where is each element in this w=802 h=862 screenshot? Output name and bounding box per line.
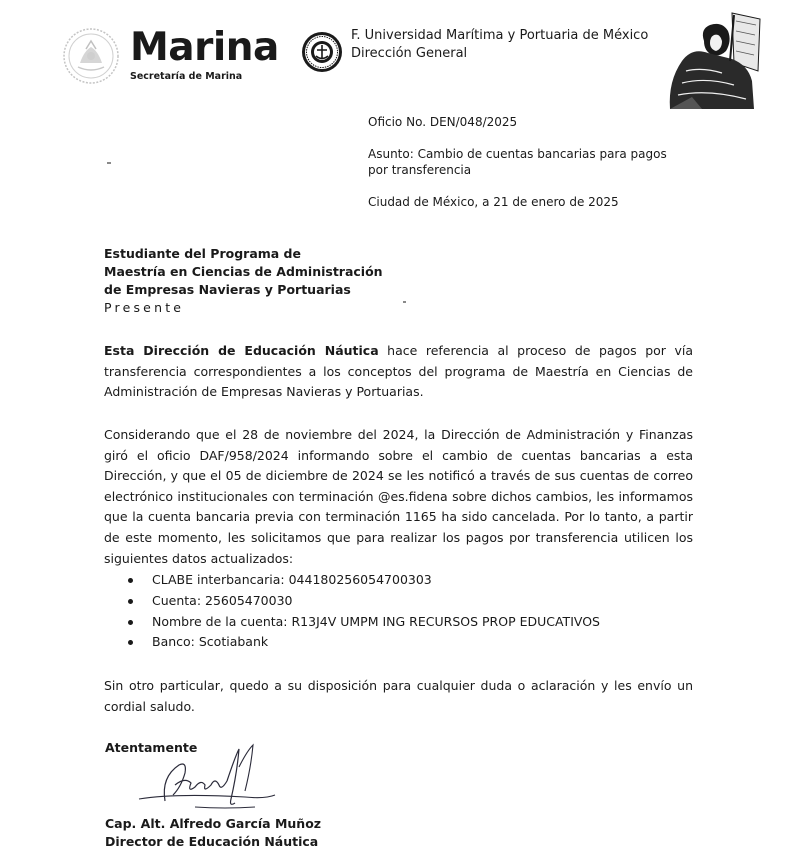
date-place: Ciudad de México, a 21 de enero de 2025 (368, 195, 619, 209)
brand-logo (130, 26, 279, 83)
institution-name: F. Universidad Marítima y Portuaria de México (351, 28, 649, 43)
brand-subtitle: Secretaría de Marina (130, 71, 243, 82)
recipient-line: Estudiante del Programa de (104, 246, 301, 261)
bank-details-list (104, 570, 712, 653)
mexico-coat-of-arms-seal-icon (62, 27, 120, 85)
paragraph-closing: Sin otro particular, quedo a su disposición para cualquier duda o aclaración y les envío un cordial saludo. (104, 678, 693, 714)
brand-name: Marina (130, 25, 279, 70)
paragraph-intro-bold: Esta Dirección de Educación Náutica (104, 343, 379, 358)
paragraph-details: Considerando que el 28 de noviembre del 2024, la Dirección de Administración y Finanzas giró el oficio DAF/958/2024 informando sobre el cambio de cuentas bancarias a esta Dirección, y que el 05 de diciembre de 2024 se les notificó a través de sus cuentas de correo electrónico institucionales con terminación @es.fidena sobre dichos cambios, les informamos que la cuenta bancaria previa con terminación 1165 ha sido cancelada. Por lo tanto, a partir de este momento, les solicitamos que para realizar los pagos por transferencia utilicen los siguientes datos actualizados: (104, 427, 693, 566)
reference-block (368, 114, 708, 210)
closing-salutation: Atentamente (105, 740, 198, 755)
list-item: Banco: Scotiabank (152, 632, 712, 653)
presente: Presente (104, 300, 185, 315)
institution-department: Dirección General (351, 46, 468, 61)
paragraph-intro (104, 341, 693, 403)
oficio-number: Oficio No. DEN/048/2025 (368, 115, 518, 129)
fold-mark (403, 301, 406, 303)
fold-mark (107, 162, 111, 164)
asunto: Asunto: Cambio de cuentas bancarias para pagos por transferencia (368, 147, 667, 177)
paragraph-intro-rest: hace referencia al proceso de pagos por vía transferencia correspondientes a los conceptos del programa de Maestría en Ciencias de Administración de Empresas Navieras y Portuarias. (104, 343, 693, 400)
signer-title: Director de Educación Náutica (105, 834, 319, 849)
signer-name: Cap. Alt. Alfredo García Muñoz (105, 816, 322, 831)
list-item: CLABE interbancaria: 044180256054700303 (152, 570, 712, 591)
signer-block (105, 815, 321, 851)
handwritten-signature-icon (135, 737, 285, 819)
institution-header (351, 27, 648, 63)
list-item: Cuenta: 25605470030 (152, 591, 712, 612)
revolutionary-woman-emblem-icon (662, 11, 762, 111)
university-seal-icon (301, 31, 343, 73)
recipient-line: de Empresas Navieras y Portuarias (104, 282, 351, 297)
recipient-line: Maestría en Ciencias de Administración (104, 264, 383, 279)
list-item: Nombre de la cuenta: R13J4V UMPM ING RECURSOS PROP EDUCATIVOS (152, 612, 712, 633)
recipient-block (104, 245, 383, 299)
